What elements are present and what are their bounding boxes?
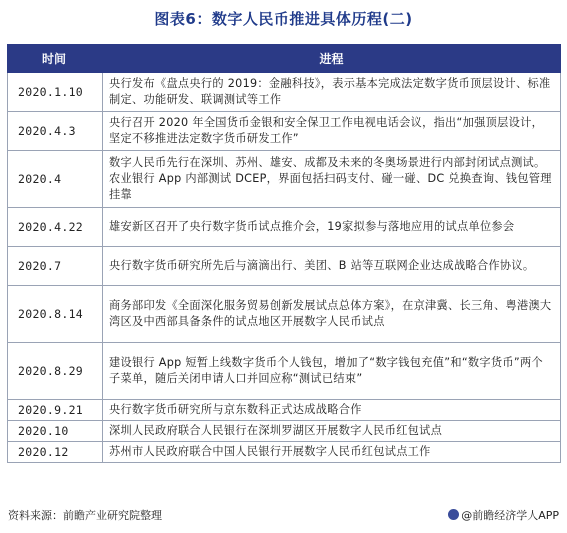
row-date: 2020.12 (8, 442, 103, 463)
row-text: 雄安新区召开了央行数字货币试点推介会，19家拟参与落地应用的试点单位参会 (103, 208, 561, 247)
header-progress: 进程 (103, 45, 561, 73)
table-row (8, 208, 561, 247)
row-date: 2020.4 (8, 151, 103, 208)
table-row (8, 151, 561, 208)
table-header-row (8, 45, 561, 73)
row-text: 苏州市人民政府联合中国人民银行开展数字人民币红包试点工作 (103, 442, 561, 463)
header-date: 时间 (8, 45, 103, 73)
figure-title: 图表6：数字人民币推进具体历程(二) (154, 10, 413, 28)
brand-text: @前瞻经济学人APP (461, 509, 559, 522)
row-date: 2020.10 (8, 421, 103, 442)
row-text: 商务部印发《全面深化服务贸易创新发展试点总体方案》，在京津冀、长三角、粤港澳大湾区及中西部具备条件的试点地区开展数字人民币试点 (103, 286, 561, 343)
row-date: 2020.4.22 (8, 208, 103, 247)
row-text: 央行召开 2020 年全国货币金银和安全保卫工作电视电话会议，指出“加强顶层设计，坚定不移推进法定数字货币研发工作” (103, 112, 561, 151)
row-text: 深圳人民政府联合人民银行在深圳罗湖区开展数字人民币红包试点 (103, 421, 561, 442)
row-text: 数字人民币先行在深圳、苏州、雄安、成都及未来的冬奥场景进行内部封闭试点测试。农业银行 App 内部测试 DCEP，界面包括扫码支付、碰一碰、DC 兑换查询、钱包管理挂靠 (103, 151, 561, 208)
brand-credit (448, 507, 559, 523)
brand-logo-icon (448, 509, 459, 520)
row-date: 2020.9.21 (8, 400, 103, 421)
row-text: 央行数字货币研究所与京东数科正式达成战略合作 (103, 400, 561, 421)
row-date: 2020.8.29 (8, 343, 103, 400)
source-note: 资料来源：前瞻产业研究院整理 (8, 509, 162, 522)
table-row (8, 343, 561, 400)
table-row (8, 247, 561, 286)
row-date: 2020.7 (8, 247, 103, 286)
table-row (8, 400, 561, 421)
table-row (8, 73, 561, 112)
timeline-table (7, 44, 561, 463)
row-text: 央行数字货币研究所先后与滴滴出行、美团、B 站等互联网企业达成战略合作协议。 (103, 247, 561, 286)
row-date: 2020.4.3 (8, 112, 103, 151)
table-row (8, 442, 561, 463)
table-row (8, 421, 561, 442)
row-text: 央行发布《盘点央行的 2019：金融科技》，表示基本完成法定数字货币顶层设计、标准制定、功能研发、联调测试等工作 (103, 73, 561, 112)
row-text: 建设银行 App 短暂上线数字货币个人钱包，增加了“数字钱包充值”和“数字货币”两个子菜单，随后关闭申请人口并回应称“测试已结束” (103, 343, 561, 400)
table-row (8, 112, 561, 151)
row-date: 2020.8.14 (8, 286, 103, 343)
table-row (8, 286, 561, 343)
row-date: 2020.1.10 (8, 73, 103, 112)
